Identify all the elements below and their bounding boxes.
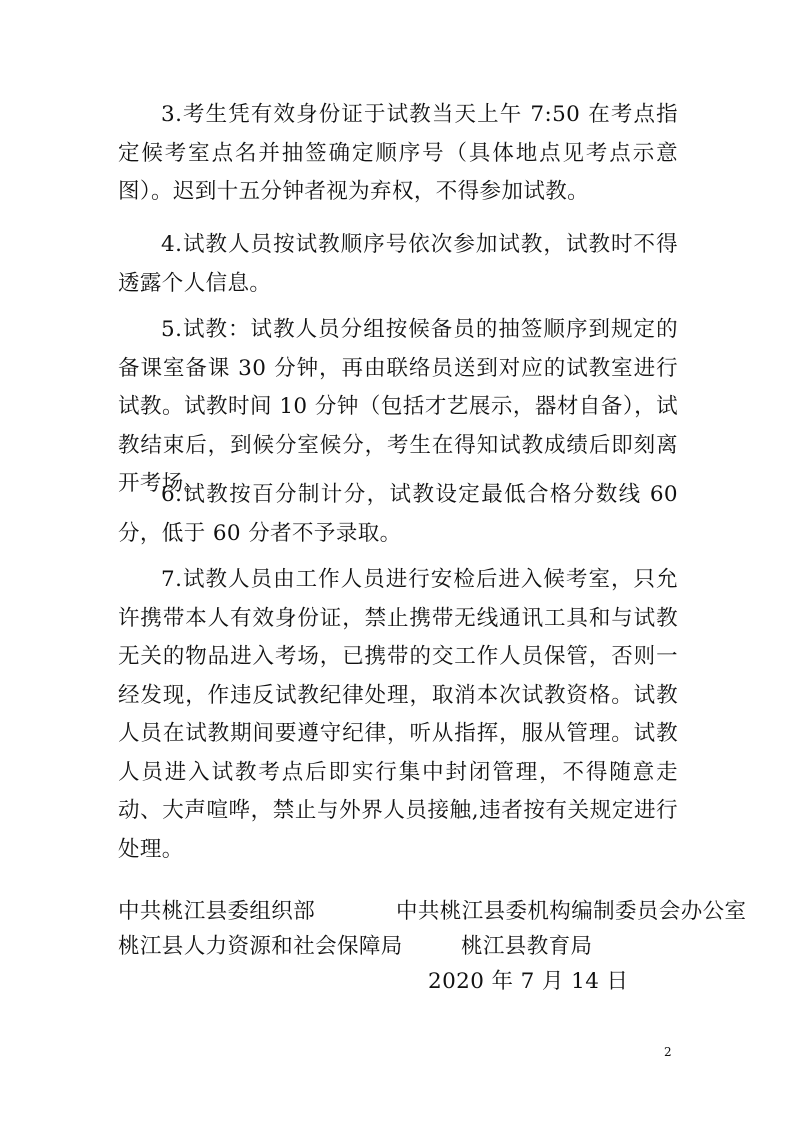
signature-org-staffing-office: 中共桃江县委机构编制委员会办公室 xyxy=(396,899,747,924)
signature-org-education-bureau: 桃江县教育局 xyxy=(461,934,593,959)
paragraph-item-3: 3.考生凭有效身份证于试教当天上午 7:50 在考点指定候考室点名并抽签确定顺序号（具体地点见考点示意图）。迟到十五分钟者视为弃权，不得参加试教。 xyxy=(118,102,678,204)
signature-org-hr-bureau: 桃江县人力资源和社会保障局 xyxy=(118,934,403,959)
paragraph-item-4: 4.试教人员按试教顺序号依次参加试教，试教时不得透露个人信息。 xyxy=(118,232,678,296)
paragraph-item-5: 5.试教：试教人员分组按候备员的抽签顺序到规定的备课室备课 30 分钟，再由联络员送到对应的试教室进行试教。试教时间 10 分钟（包括才艺展示，器材自备），试教结束后，到候分室候分，考生在得知试教成绩后即刻离开考场。 xyxy=(118,317,678,496)
page-number: 2 xyxy=(664,1045,672,1059)
paragraph-item-6: 6.试教按百分制计分，试教设定最低合格分数线 60 分，低于 60 分者不予录取。 xyxy=(118,482,678,546)
signature-org-organization-dept: 中共桃江县委组织部 xyxy=(118,899,316,924)
paragraph-item-7: 7.试教人员由工作人员进行安检后进入候考室，只允许携带本人有效身份证，禁止携带无线通讯工具和与试教无关的物品进入考场，已携带的交工作人员保管，否则一经发现，作违反试教纪律处理，取消本次试教资格。试教人员在试教期间要遵守纪律，听从指挥，服从管理。试教人员进入试教考点后即实行集中封闭管理，不得随意走动、大声喧哗，禁止与外界人员接触,违者按有关规定进行处理。 xyxy=(118,567,678,862)
signature-date: 2020 年 7 月 14 日 xyxy=(428,969,629,994)
